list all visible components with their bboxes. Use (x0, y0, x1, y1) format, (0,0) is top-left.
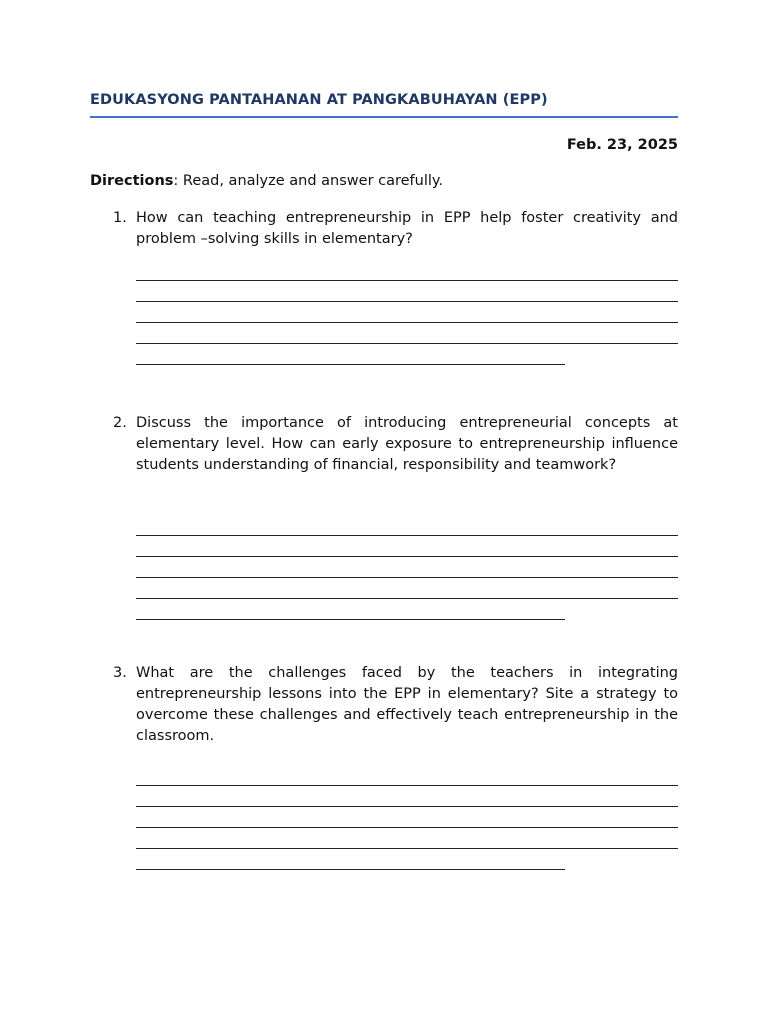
page-title: EDUKASYONG PANTAHANAN AT PANGKABUHAYAN (EPP) (90, 92, 548, 108)
answer-line[interactable] (136, 364, 565, 365)
answer-line[interactable] (136, 619, 565, 620)
answer-line[interactable] (136, 806, 678, 807)
directions-text: : Read, analyze and answer carefully. (173, 173, 444, 189)
question-text: Discuss the importance of introducing entrepreneurial concepts at elementary level. How can early exposure to entrepreneurship influence students understanding of financial, responsibility and teamwork? (136, 415, 678, 473)
question-1 (90, 208, 678, 250)
directions (90, 173, 443, 189)
question-number: 3. (113, 665, 127, 681)
answer-line[interactable] (136, 535, 678, 536)
answer-line[interactable] (136, 598, 678, 599)
answer-line[interactable] (136, 556, 678, 557)
question-text: How can teaching entrepreneurship in EPP help foster creativity and problem –solving skills in elementary? (136, 210, 678, 247)
question-text: What are the challenges faced by the teachers in integrating entrepreneurship lessons into the EPP in elementary? Site a strategy to overcome these challenges and effectively teach entrepreneurship in the classroom. (136, 665, 678, 744)
question-3 (90, 663, 678, 747)
answer-line[interactable] (136, 577, 678, 578)
question-2 (90, 413, 678, 476)
question-number: 1. (113, 210, 127, 226)
answer-line[interactable] (136, 322, 678, 323)
title-divider (90, 116, 678, 118)
answer-line[interactable] (136, 280, 678, 281)
question-number: 2. (113, 415, 127, 431)
answer-line[interactable] (136, 848, 678, 849)
answer-line[interactable] (136, 301, 678, 302)
answer-line[interactable] (136, 785, 678, 786)
directions-label: Directions (90, 173, 174, 189)
answer-line[interactable] (136, 343, 678, 344)
date: Feb. 23, 2025 (566, 137, 678, 153)
answer-line[interactable] (136, 869, 565, 870)
answer-line[interactable] (136, 827, 678, 828)
